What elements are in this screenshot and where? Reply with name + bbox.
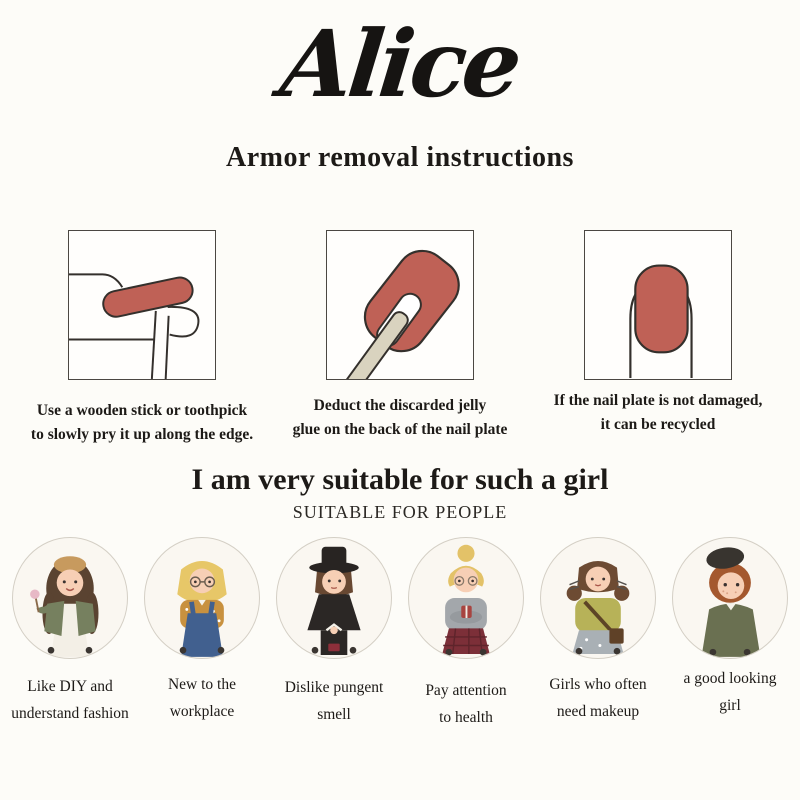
- person-caption-line-2: understand fashion: [11, 705, 129, 722]
- person-caption-line-2: to health: [439, 709, 493, 726]
- girl-good-looking-illustration: [672, 537, 788, 659]
- step-caption-line-2: to slowly pry it up along the edge.: [30, 426, 254, 443]
- person-caption: [525, 671, 671, 725]
- person-workplace: [139, 537, 265, 731]
- step-caption-line-1: Deduct the discarded jelly: [313, 397, 487, 414]
- removal-step-2: [275, 230, 525, 447]
- person-health: [403, 537, 529, 731]
- person-dislike-smell: [271, 537, 397, 731]
- step-caption-line-2: it can be recycled: [600, 416, 716, 433]
- person-caption-line-2: need makeup: [556, 703, 640, 720]
- step-caption-line-1: If the nail plate is not damaged,: [553, 392, 763, 409]
- person-caption: [393, 677, 539, 731]
- removal-steps: [0, 230, 800, 447]
- person-caption-line-1: Like DIY and: [27, 678, 113, 695]
- pry-nail-edge-illustration: [68, 230, 216, 380]
- person-caption-line-1: Dislike pungent: [284, 679, 384, 696]
- person-caption: [0, 673, 143, 727]
- step-caption: [31, 399, 253, 447]
- person-caption-line-1: Girls who often: [549, 676, 647, 693]
- girl-health-illustration: [408, 537, 524, 659]
- person-caption-line-2: workplace: [169, 703, 235, 720]
- person-caption: [657, 665, 800, 719]
- suitability-subtitle: SUITABLE FOR PEOPLE: [292, 502, 508, 522]
- person-caption-line-2: smell: [317, 706, 351, 723]
- person-caption-line-1: Pay attention: [425, 682, 507, 699]
- scrape-glue-illustration: [326, 230, 474, 380]
- removal-instructions-title: Armor removal instructions: [226, 142, 574, 173]
- person-caption: [261, 674, 407, 728]
- step-caption: [293, 394, 508, 442]
- person-good-looking: [667, 537, 793, 731]
- brand-logo: Alice: [275, 10, 523, 118]
- person-caption-line-2: girl: [719, 697, 741, 714]
- removal-step-1: [17, 230, 267, 447]
- step-caption: [554, 389, 763, 437]
- person-diy: [7, 537, 133, 731]
- girl-workplace-illustration: [144, 537, 260, 659]
- person-caption-line-1: New to the: [167, 676, 236, 693]
- intact-nail-illustration: [584, 230, 732, 380]
- suitability-title: I am very suitable for such a girl: [191, 463, 609, 496]
- girl-dislike-smell-illustration: [276, 537, 392, 659]
- step-caption-line-2: glue on the back of the nail plate: [292, 421, 508, 438]
- girl-diy-illustration: [12, 537, 128, 659]
- person-caption: [129, 671, 275, 725]
- removal-step-3: [533, 230, 783, 447]
- person-makeup: [535, 537, 661, 731]
- step-caption-line-1: Use a wooden stick or toothpick: [36, 402, 248, 419]
- person-caption-line-1: a good looking: [683, 670, 777, 687]
- suitable-people-row: [0, 537, 800, 731]
- girl-makeup-illustration: [540, 537, 656, 659]
